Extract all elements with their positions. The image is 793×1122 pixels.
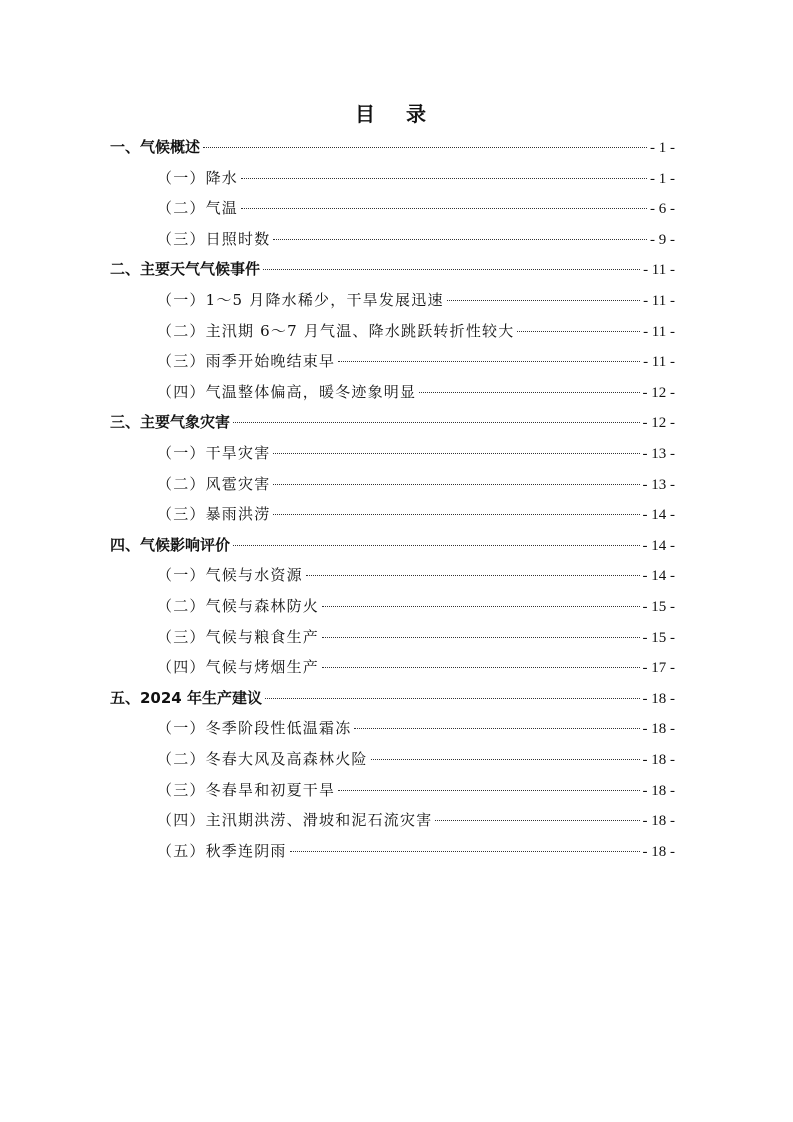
toc-entry-text: （二）气温 <box>157 199 239 218</box>
toc-entry-text: （四）气候与烤烟生产 <box>157 658 320 677</box>
dot-leader <box>447 300 640 301</box>
dot-leader <box>306 575 640 576</box>
toc-entry-text: 一、气候概述 <box>110 138 201 156</box>
dot-leader <box>322 637 639 638</box>
toc-entry-text: 四、气候影响评价 <box>110 535 231 554</box>
toc-page-number: - 14 - <box>642 568 675 585</box>
toc-page-number: - 6 - <box>650 201 675 218</box>
toc-page-number: - 13 - <box>642 476 675 493</box>
toc-entry-text: （五）秋季连阴雨 <box>157 841 287 860</box>
toc-entry <box>157 501 675 527</box>
toc-entry <box>157 471 675 497</box>
toc-page-number: - 12 - <box>642 384 675 401</box>
toc-entry-text: （二）风雹灾害 <box>157 474 271 493</box>
dot-leader <box>322 606 639 607</box>
toc-entry-text: （四）气温整体偏高，暖冬迹象明显 <box>157 382 417 401</box>
toc-entry <box>157 593 675 619</box>
toc-page-number: - 11 - <box>643 262 675 279</box>
dot-leader <box>517 331 640 332</box>
dot-leader <box>263 269 640 270</box>
toc-entry-text: （一）干旱灾害 <box>157 444 271 462</box>
toc-entry <box>157 807 675 833</box>
toc-entry <box>157 287 675 313</box>
toc-entry-text: （三）雨季开始晚结束早 <box>157 352 336 371</box>
toc-page-number: - 1 - <box>650 140 675 156</box>
toc-entry-text: （二）主汛期 6～7 月气温、降水跳跃转折性较大 <box>157 321 515 340</box>
toc-entry <box>110 134 675 160</box>
toc-entry-text: （二）气候与森林防火 <box>157 597 320 615</box>
toc-entry-text: 五、2024 年生产建议 <box>110 688 262 707</box>
dot-leader <box>290 851 640 852</box>
toc-page-number: - 18 - <box>642 721 675 738</box>
dot-leader <box>435 820 639 821</box>
toc-entry <box>157 654 675 680</box>
toc-entry <box>157 165 675 191</box>
toc-entry <box>110 256 675 282</box>
toc-page-number: - 12 - <box>642 415 675 432</box>
dot-leader <box>338 361 640 362</box>
toc-entry-text: （三）气候与粮食生产 <box>157 627 320 646</box>
toc-page-number: - 11 - <box>643 354 675 371</box>
toc-entry-text: （三）冬春旱和初夏干旱 <box>157 780 336 799</box>
toc-page-number: - 18 - <box>642 752 675 768</box>
dot-leader <box>203 147 647 148</box>
toc-page-number: - 13 - <box>642 446 675 462</box>
dot-leader <box>338 790 639 791</box>
toc-page-number: - 18 - <box>642 690 675 707</box>
toc-entry-text: （一）降水 <box>157 168 239 187</box>
dot-leader <box>233 422 639 423</box>
toc-page-number: - 18 - <box>642 782 675 799</box>
toc-entry <box>157 379 675 405</box>
dot-leader <box>354 728 639 729</box>
toc-entry-text: 二、主要天气气候事件 <box>110 260 261 279</box>
dot-leader <box>241 178 647 179</box>
toc-entry <box>157 777 675 803</box>
toc-page-number: - 11 - <box>643 293 675 309</box>
dot-leader <box>322 667 639 668</box>
toc-entry-text: 三、主要气象灾害 <box>110 413 231 432</box>
toc-page-number: - 14 - <box>642 537 675 554</box>
toc-page-number: - 11 - <box>643 323 675 340</box>
toc-entry <box>157 838 675 864</box>
toc-entry-text: （三）暴雨洪涝 <box>157 505 271 524</box>
toc-entry-text: （二）冬春大风及高森林火险 <box>157 750 368 768</box>
dot-leader <box>273 514 639 515</box>
dot-leader <box>273 239 647 240</box>
dot-leader <box>265 698 640 699</box>
toc-entry-text: （三）日照时数 <box>157 229 271 248</box>
toc-entry <box>157 440 675 466</box>
toc-entry <box>157 715 675 741</box>
toc-page-number: - 9 - <box>650 231 675 248</box>
toc-entry <box>157 746 675 772</box>
toc-title: 目 录 <box>355 102 438 126</box>
toc-page-number: - 18 - <box>642 813 675 830</box>
toc-page-number: - 18 - <box>642 843 675 860</box>
dot-leader <box>241 208 647 209</box>
toc-entry-text: （一）冬季阶段性低温霜冻 <box>157 719 352 738</box>
toc-page-number: - 15 - <box>642 599 675 615</box>
dot-leader <box>273 453 639 454</box>
toc-entry <box>157 348 675 374</box>
toc-entry <box>110 409 675 435</box>
toc-entry <box>157 195 675 221</box>
dot-leader <box>233 545 639 546</box>
toc-entry-text: （一）1～5 月降水稀少，干旱发展迅速 <box>157 291 444 309</box>
toc-entry <box>157 562 675 588</box>
toc-entry <box>110 685 675 711</box>
dot-leader <box>371 759 640 760</box>
toc-entry <box>157 624 675 650</box>
toc-page-number: - 14 - <box>642 507 675 524</box>
toc-entry-text: （四）主汛期洪涝、滑坡和泥石流灾害 <box>157 811 433 830</box>
toc-entry-text: （一）气候与水资源 <box>157 566 303 585</box>
dot-leader <box>419 392 639 393</box>
dot-leader <box>273 484 639 485</box>
toc-page-number: - 1 - <box>650 170 675 187</box>
toc-entry <box>157 318 675 344</box>
toc-entry <box>157 226 675 252</box>
toc-page-number: - 17 - <box>642 660 675 677</box>
toc-page-number: - 15 - <box>642 629 675 646</box>
toc-entry <box>110 532 675 558</box>
